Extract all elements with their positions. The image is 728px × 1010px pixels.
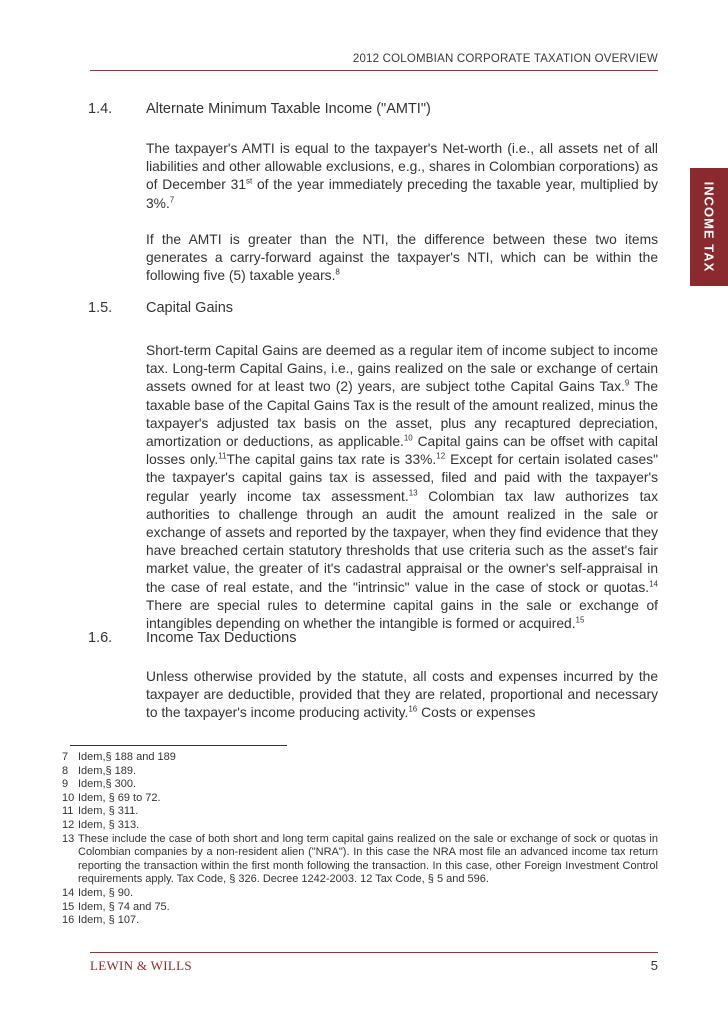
section-title: Capital Gains [146, 300, 234, 316]
page-number: 5 [650, 958, 658, 973]
footnote-ref: 8 [335, 267, 340, 277]
footer-rule [90, 952, 658, 953]
footnote: 12 Idem, § 313. [62, 818, 140, 831]
paragraph: If the AMTI is greater than the NTI, the difference between these two items generates a carry-forward against the taxpayer's NTI, which can be within the following five (5) taxable years.$^8$ [146, 232, 658, 284]
footnote: 13 These include the case of both short and long term capital gains realized on the sale or exchange of sock or quotas in Colombian companies by a non-resident alien ("NRA"). In this case the NRA most file an advanced income tax return reporting the transaction within the first month following the transaction. In this case, other Foreign Investment Control requirements apply. Tax Code, § 326. Decree 1242-2003. 12 Tax Code, § 5 and 596. [62, 832, 658, 886]
header-rule [90, 70, 658, 71]
footnote: 11 Idem, § 311. [62, 805, 139, 818]
footnote-rule [70, 745, 287, 746]
footnote: 15 Idem, § 74 and 75. [62, 900, 170, 913]
footnote: 7 Idem,§ 188 and 189 [62, 751, 176, 763]
section-number: 1.5. [88, 300, 113, 316]
section-title: Alternate Minimum Taxable Income ("AMTI") [146, 101, 431, 117]
section-number: 1.6. [88, 630, 113, 646]
paragraph: Short-term Capital Gains are deemed as a regular item of income subject to income tax. Long-term Capital Gains, i.e., gains realized on the sale or exchange of certain assets owned for at least two (2) years, are subject tothe Capital Gains Tax.$^9$ The taxable base of the Capital Gains Tax is the result of the amount realized, minus the taxpayer's adjusted tax basis on the asset, plus any recaptured depreciation, amortization or deductions, as applicable.$^{10}$ Capital gains can be offset with capital losses only.$^{11}$The capital gains tax rate is 33%.$^{12}$ Except for certain isolated cases" the taxpayer's capital gains tax is assessed, filed and paid with the taxpayer's regular yearly income tax assessment.$^{13}$ Colombian tax law authorizes tax authorities to challenge through an audit the amount realized in the sale or exchange of assets and reported by the taxpayer, when they find evidence that they have breached certain statutory thresholds that use criteria such as the asset's fair market value, the greater of it's cadastral appraisal or the owner's self-appraisal in the case of real estate, and the "intrinsic" value in the case of stock or quotas.$^{14}$ There are special rules to determine capital gains in the sale or exchange of intangibles depending on whether the intangible is formed or acquired.$^{15}$ [146, 343, 658, 632]
footnote: 14 Idem, § 90. [62, 886, 134, 899]
footnote: 9 Idem,§ 300. [62, 778, 137, 791]
footnote: 16 Idem, § 107. [62, 914, 140, 927]
footer-firm-name: LEWIN & WILLS [90, 958, 192, 973]
section-title: Income Tax Deductions [146, 630, 297, 646]
footnote: 8 Idem,§ 189. [62, 764, 137, 777]
section-side-tab [690, 168, 728, 286]
paragraph: The taxpayer's AMTI is equal to the taxpayer's Net-worth (i.e., all assets net of all liabilities and other allowable exclusions, e.g., shares in Colombian corporations) as of December 31st of the year immediately preceding the taxable year, multiplied by 3%.$^7$ [146, 141, 658, 211]
footnote: 10 Idem, § 69 to 72. [62, 791, 161, 804]
paragraph: Unless otherwise provided by the statute, all costs and expenses incurred by the taxpayer are deductible, provided that they are related, proportional and necessary to the taxpayer's income producing activity.$^{16}$ Costs or expenses [146, 669, 658, 721]
section-number: 1.4. [88, 101, 113, 117]
footnote-ref: 7 [169, 195, 175, 205]
running-header: 2012 COLOMBIAN CORPORATE TAXATION OVERVIEW [352, 53, 658, 65]
footnotes [62, 751, 658, 928]
side-tab-label: INCOME TAX [701, 181, 717, 273]
